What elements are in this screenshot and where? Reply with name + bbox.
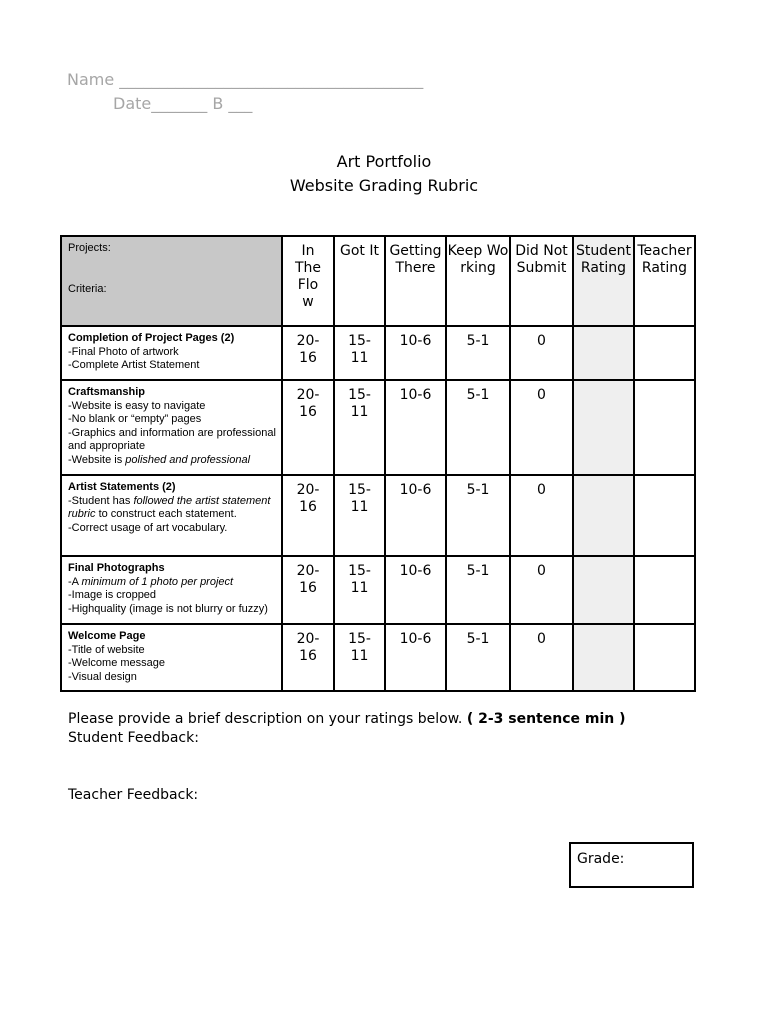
score-getting-there: 10-6 xyxy=(385,475,446,556)
grade-box[interactable] xyxy=(569,842,694,888)
teacher-rating-cell[interactable] xyxy=(634,326,695,380)
criteria-line: -Final Photo of artwork xyxy=(68,345,179,358)
score-getting-there: 10-6 xyxy=(385,624,446,691)
student-rating-cell[interactable] xyxy=(573,556,634,624)
criteria-title: Completion of Project Pages (2) xyxy=(68,332,235,344)
student-rating-cell[interactable] xyxy=(573,380,634,475)
score-did-not-submit: 0 xyxy=(510,380,573,475)
criteria-line: -Graphics and information are professional and appropriate xyxy=(68,426,276,452)
score-in-the-flow: 20-16 xyxy=(282,326,334,380)
student-feedback-label: Student Feedback: xyxy=(68,730,199,746)
score-keep-working: 5-1 xyxy=(446,556,510,624)
criteria-line: -Welcome message xyxy=(68,657,165,669)
score-got-it: 15-11 xyxy=(334,326,385,380)
score-got-it: 15-11 xyxy=(334,475,385,556)
table-header-row xyxy=(61,236,695,326)
teacher-rating-cell[interactable] xyxy=(634,624,695,691)
score-keep-working: 5-1 xyxy=(446,326,510,380)
score-did-not-submit: 0 xyxy=(510,326,573,380)
criteria-title: Artist Statements (2) xyxy=(68,481,176,493)
teacher-rating-cell[interactable] xyxy=(634,380,695,475)
column-header-student-rating: Student Rating xyxy=(573,236,634,326)
instruction-text: Please provide a brief description on your ratings below. xyxy=(68,711,467,727)
student-rating-cell[interactable] xyxy=(573,475,634,556)
score-keep-working: 5-1 xyxy=(446,624,510,691)
column-header-teacher-rating: Teacher Rating xyxy=(634,236,695,326)
table-row xyxy=(61,475,695,556)
instruction-min: ( 2-3 sentence min ) xyxy=(466,711,626,727)
student-rating-cell[interactable] xyxy=(573,326,634,380)
column-header-got-it: Got It xyxy=(334,236,385,326)
criteria-line: -Website is easy to navigate xyxy=(68,399,206,412)
criteria-cell xyxy=(61,326,282,380)
score-got-it: 15-11 xyxy=(334,624,385,691)
score-did-not-submit: 0 xyxy=(510,475,573,556)
table-row xyxy=(61,380,695,475)
criteria-line: -Visual design xyxy=(68,670,137,683)
criteria-line: -Website is polished and professional xyxy=(68,453,251,466)
criteria-line: -Image is cropped xyxy=(68,589,157,601)
feedback-instruction xyxy=(68,711,626,727)
table-row xyxy=(61,556,695,624)
criteria-cell xyxy=(61,380,282,475)
teacher-rating-cell[interactable] xyxy=(634,556,695,624)
score-getting-there: 10-6 xyxy=(385,556,446,624)
criteria-title: Final Photographs xyxy=(68,562,165,574)
score-in-the-flow: 20-16 xyxy=(282,556,334,624)
criteria-line: -A minimum of 1 photo per project xyxy=(68,575,234,588)
student-rating-cell[interactable] xyxy=(573,624,634,691)
table-row xyxy=(61,624,695,691)
document-title: Art Portfolio xyxy=(336,152,432,171)
projects-label: Projects: xyxy=(68,242,111,254)
score-keep-working: 5-1 xyxy=(446,380,510,475)
score-got-it: 15-11 xyxy=(334,380,385,475)
score-in-the-flow: 20-16 xyxy=(282,624,334,691)
criteria-line: -Student has followed the artist statement rubric to construct each statement. xyxy=(68,494,271,520)
score-keep-working: 5-1 xyxy=(446,475,510,556)
teacher-rating-cell[interactable] xyxy=(634,475,695,556)
score-getting-there: 10-6 xyxy=(385,380,446,475)
grade-label: Grade: xyxy=(577,851,625,867)
teacher-feedback-label: Teacher Feedback: xyxy=(68,787,199,803)
criteria-label: Criteria: xyxy=(68,283,107,295)
projects-criteria-header xyxy=(61,236,282,326)
score-got-it: 15-11 xyxy=(334,556,385,624)
criteria-line: -Correct usage of art vocabulary. xyxy=(68,521,228,534)
criteria-line: -Title of website xyxy=(68,643,145,656)
criteria-line: -Highquality (image is not blurry or fuzzy) xyxy=(68,602,268,615)
date-block-line: Date_______ B ___ xyxy=(113,94,253,113)
criteria-title: Craftsmanship xyxy=(68,386,146,398)
score-did-not-submit: 0 xyxy=(510,556,573,624)
column-header-getting-there: Getting There xyxy=(385,236,446,326)
document-subtitle: Website Grading Rubric xyxy=(289,176,479,195)
column-header-did-not-submit: Did Not Submit xyxy=(510,236,573,326)
score-in-the-flow: 20-16 xyxy=(282,475,334,556)
score-getting-there: 10-6 xyxy=(385,326,446,380)
column-header-in-the-flow: In The Flow xyxy=(282,236,334,326)
criteria-cell xyxy=(61,475,282,556)
table-row xyxy=(61,326,695,380)
score-did-not-submit: 0 xyxy=(510,624,573,691)
criteria-line: -No blank or “empty” pages xyxy=(68,413,202,425)
score-in-the-flow: 20-16 xyxy=(282,380,334,475)
name-field-line: Name ______________________________________ xyxy=(67,70,424,89)
criteria-cell xyxy=(61,556,282,624)
criteria-title: Welcome Page xyxy=(68,630,146,642)
criteria-line: -Complete Artist Statement xyxy=(68,359,200,371)
criteria-cell xyxy=(61,624,282,691)
grading-rubric-table xyxy=(60,235,696,692)
column-header-keep-working: Keep Working xyxy=(446,236,510,326)
